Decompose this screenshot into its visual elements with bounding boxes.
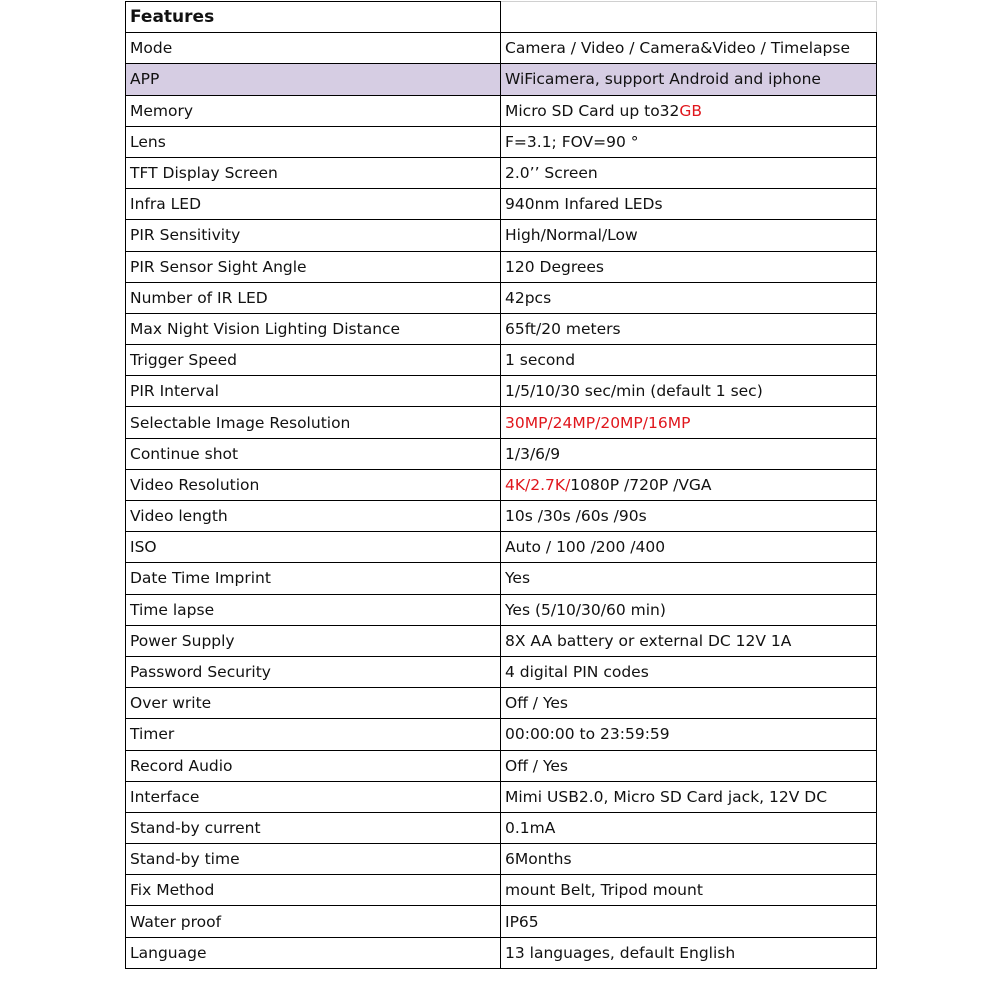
spec-label: Over write: [126, 688, 501, 719]
features-heading-value: [501, 2, 877, 33]
spec-label: Interface: [126, 781, 501, 812]
spec-label: PIR Interval: [126, 376, 501, 407]
table-row: [126, 625, 877, 656]
spec-value-text: Off / Yes: [505, 756, 568, 775]
spec-value-text: 65ft/20 meters: [505, 319, 621, 338]
spec-value-text: 0.1mA: [505, 818, 556, 837]
spec-label: Timer: [126, 719, 501, 750]
table-row: [126, 906, 877, 937]
spec-value-text: mount Belt, Tripod mount: [505, 881, 703, 900]
spec-value: [501, 33, 877, 64]
spec-value: [501, 563, 877, 594]
spec-label: Power Supply: [126, 625, 501, 656]
spec-value-text: Off / Yes: [505, 694, 568, 713]
spec-value-text: Micro SD Card up to32: [505, 101, 680, 120]
table-header-row: [126, 2, 877, 33]
spec-value-text: F=3.1; FOV=90 °: [505, 132, 639, 151]
spec-value-text: IP65: [505, 912, 539, 931]
spec-value: [501, 875, 877, 906]
table-row: [126, 469, 877, 500]
table-row: [126, 594, 877, 625]
table-row: [126, 345, 877, 376]
spec-label: Number of IR LED: [126, 282, 501, 313]
spec-value: [501, 407, 877, 438]
spec-value-highlight: 4K/2.7K/: [505, 475, 571, 494]
spec-value-text: High/Normal/Low: [505, 226, 638, 245]
spec-value: [501, 719, 877, 750]
spec-value: [501, 313, 877, 344]
spec-value-text: 00:00:00 to 23:59:59: [505, 725, 670, 744]
spec-value-text: Yes (5/10/30/60 min): [505, 600, 666, 619]
spec-value: [501, 220, 877, 251]
spec-value-text: 10s /30s /60s /90s: [505, 507, 647, 526]
spec-value: [501, 282, 877, 313]
spec-label: PIR Sensitivity: [126, 220, 501, 251]
table-row: [126, 875, 877, 906]
spec-label: Memory: [126, 95, 501, 126]
table-row: [126, 781, 877, 812]
spec-value-text: 2.0’’ Screen: [505, 164, 598, 183]
table-row: [126, 937, 877, 968]
spec-value: [501, 64, 877, 95]
table-row: [126, 251, 877, 282]
table-row: [126, 220, 877, 251]
spec-label: Time lapse: [126, 594, 501, 625]
spec-label: Password Security: [126, 656, 501, 687]
spec-value-text: 8X AA battery or external DC 12V 1A: [505, 631, 792, 650]
spec-label: Mode: [126, 33, 501, 64]
spec-value: [501, 812, 877, 843]
spec-value-text: WiFicamera, support Android and iphone: [505, 70, 821, 89]
spec-label: Selectable Image Resolution: [126, 407, 501, 438]
spec-value: [501, 750, 877, 781]
spec-value: [501, 625, 877, 656]
spec-value: [501, 844, 877, 875]
features-table: [125, 1, 877, 969]
spec-value-text: 42pcs: [505, 288, 552, 307]
spec-value-text: 1/5/10/30 sec/min (default 1 sec): [505, 382, 763, 401]
spec-value: [501, 95, 877, 126]
spec-label: TFT Display Screen: [126, 157, 501, 188]
spec-value-text: 6Months: [505, 850, 572, 869]
spec-label: Water proof: [126, 906, 501, 937]
spec-value: [501, 781, 877, 812]
spec-value: [501, 345, 877, 376]
spec-value-text: 1 second: [505, 351, 576, 370]
spec-value-text: 120 Degrees: [505, 257, 605, 276]
table-row: [126, 812, 877, 843]
spec-value: [501, 126, 877, 157]
spec-label: Stand-by current: [126, 812, 501, 843]
spec-value: [501, 438, 877, 469]
spec-value: [501, 501, 877, 532]
table-row: [126, 750, 877, 781]
spec-value: [501, 906, 877, 937]
spec-value-text: Yes: [505, 569, 531, 588]
spec-value: [501, 688, 877, 719]
table-row: [126, 157, 877, 188]
spec-label: Stand-by time: [126, 844, 501, 875]
table-row: [126, 64, 877, 95]
table-row: [126, 719, 877, 750]
table-row: [126, 501, 877, 532]
spec-value-text: 4 digital PIN codes: [505, 663, 649, 682]
spec-value-text: Mimi USB2.0, Micro SD Card jack, 12V DC: [505, 787, 828, 806]
table-row: [126, 407, 877, 438]
spec-label: ISO: [126, 532, 501, 563]
spec-value-highlight: 30MP/24MP/20MP/16MP: [505, 413, 691, 432]
spec-value-text: Camera / Video / Camera&Video / Timelapse: [505, 39, 851, 58]
spec-value: [501, 376, 877, 407]
table-row: [126, 282, 877, 313]
table-row: [126, 126, 877, 157]
table-row: [126, 688, 877, 719]
spec-label: Max Night Vision Lighting Distance: [126, 313, 501, 344]
spec-value: [501, 157, 877, 188]
spec-label: Video length: [126, 501, 501, 532]
spec-value-text: 1080P /720P /VGA: [570, 475, 712, 494]
spec-value: [501, 937, 877, 968]
spec-value-text: 940nm Infared LEDs: [505, 195, 663, 214]
table-row: [126, 438, 877, 469]
table-row: [126, 376, 877, 407]
table-row: [126, 844, 877, 875]
features-heading: Features: [126, 2, 501, 33]
spec-label: Fix Method: [126, 875, 501, 906]
spec-value: [501, 251, 877, 282]
spec-value: [501, 532, 877, 563]
spec-label: Trigger Speed: [126, 345, 501, 376]
spec-value: [501, 469, 877, 500]
spec-value-text: 13 languages, default English: [505, 943, 736, 962]
table-row: [126, 33, 877, 64]
spec-value-text: 1/3/6/9: [505, 444, 561, 463]
spec-label: Date Time Imprint: [126, 563, 501, 594]
spec-label: APP: [126, 64, 501, 95]
spec-label: PIR Sensor Sight Angle: [126, 251, 501, 282]
table-row: [126, 313, 877, 344]
spec-label: Video Resolution: [126, 469, 501, 500]
spec-value-text: Auto / 100 /200 /400: [505, 538, 666, 557]
spec-value: [501, 594, 877, 625]
spec-label: Infra LED: [126, 189, 501, 220]
table-row: [126, 95, 877, 126]
spec-label: Lens: [126, 126, 501, 157]
spec-label: Record Audio: [126, 750, 501, 781]
spec-label: Continue shot: [126, 438, 501, 469]
table-row: [126, 563, 877, 594]
spec-value: [501, 656, 877, 687]
table-row: [126, 532, 877, 563]
table-row: [126, 656, 877, 687]
table-row: [126, 189, 877, 220]
features-table-body: [126, 2, 877, 969]
spec-value: [501, 189, 877, 220]
spec-value-unit: GB: [679, 101, 703, 120]
spec-label: Language: [126, 937, 501, 968]
